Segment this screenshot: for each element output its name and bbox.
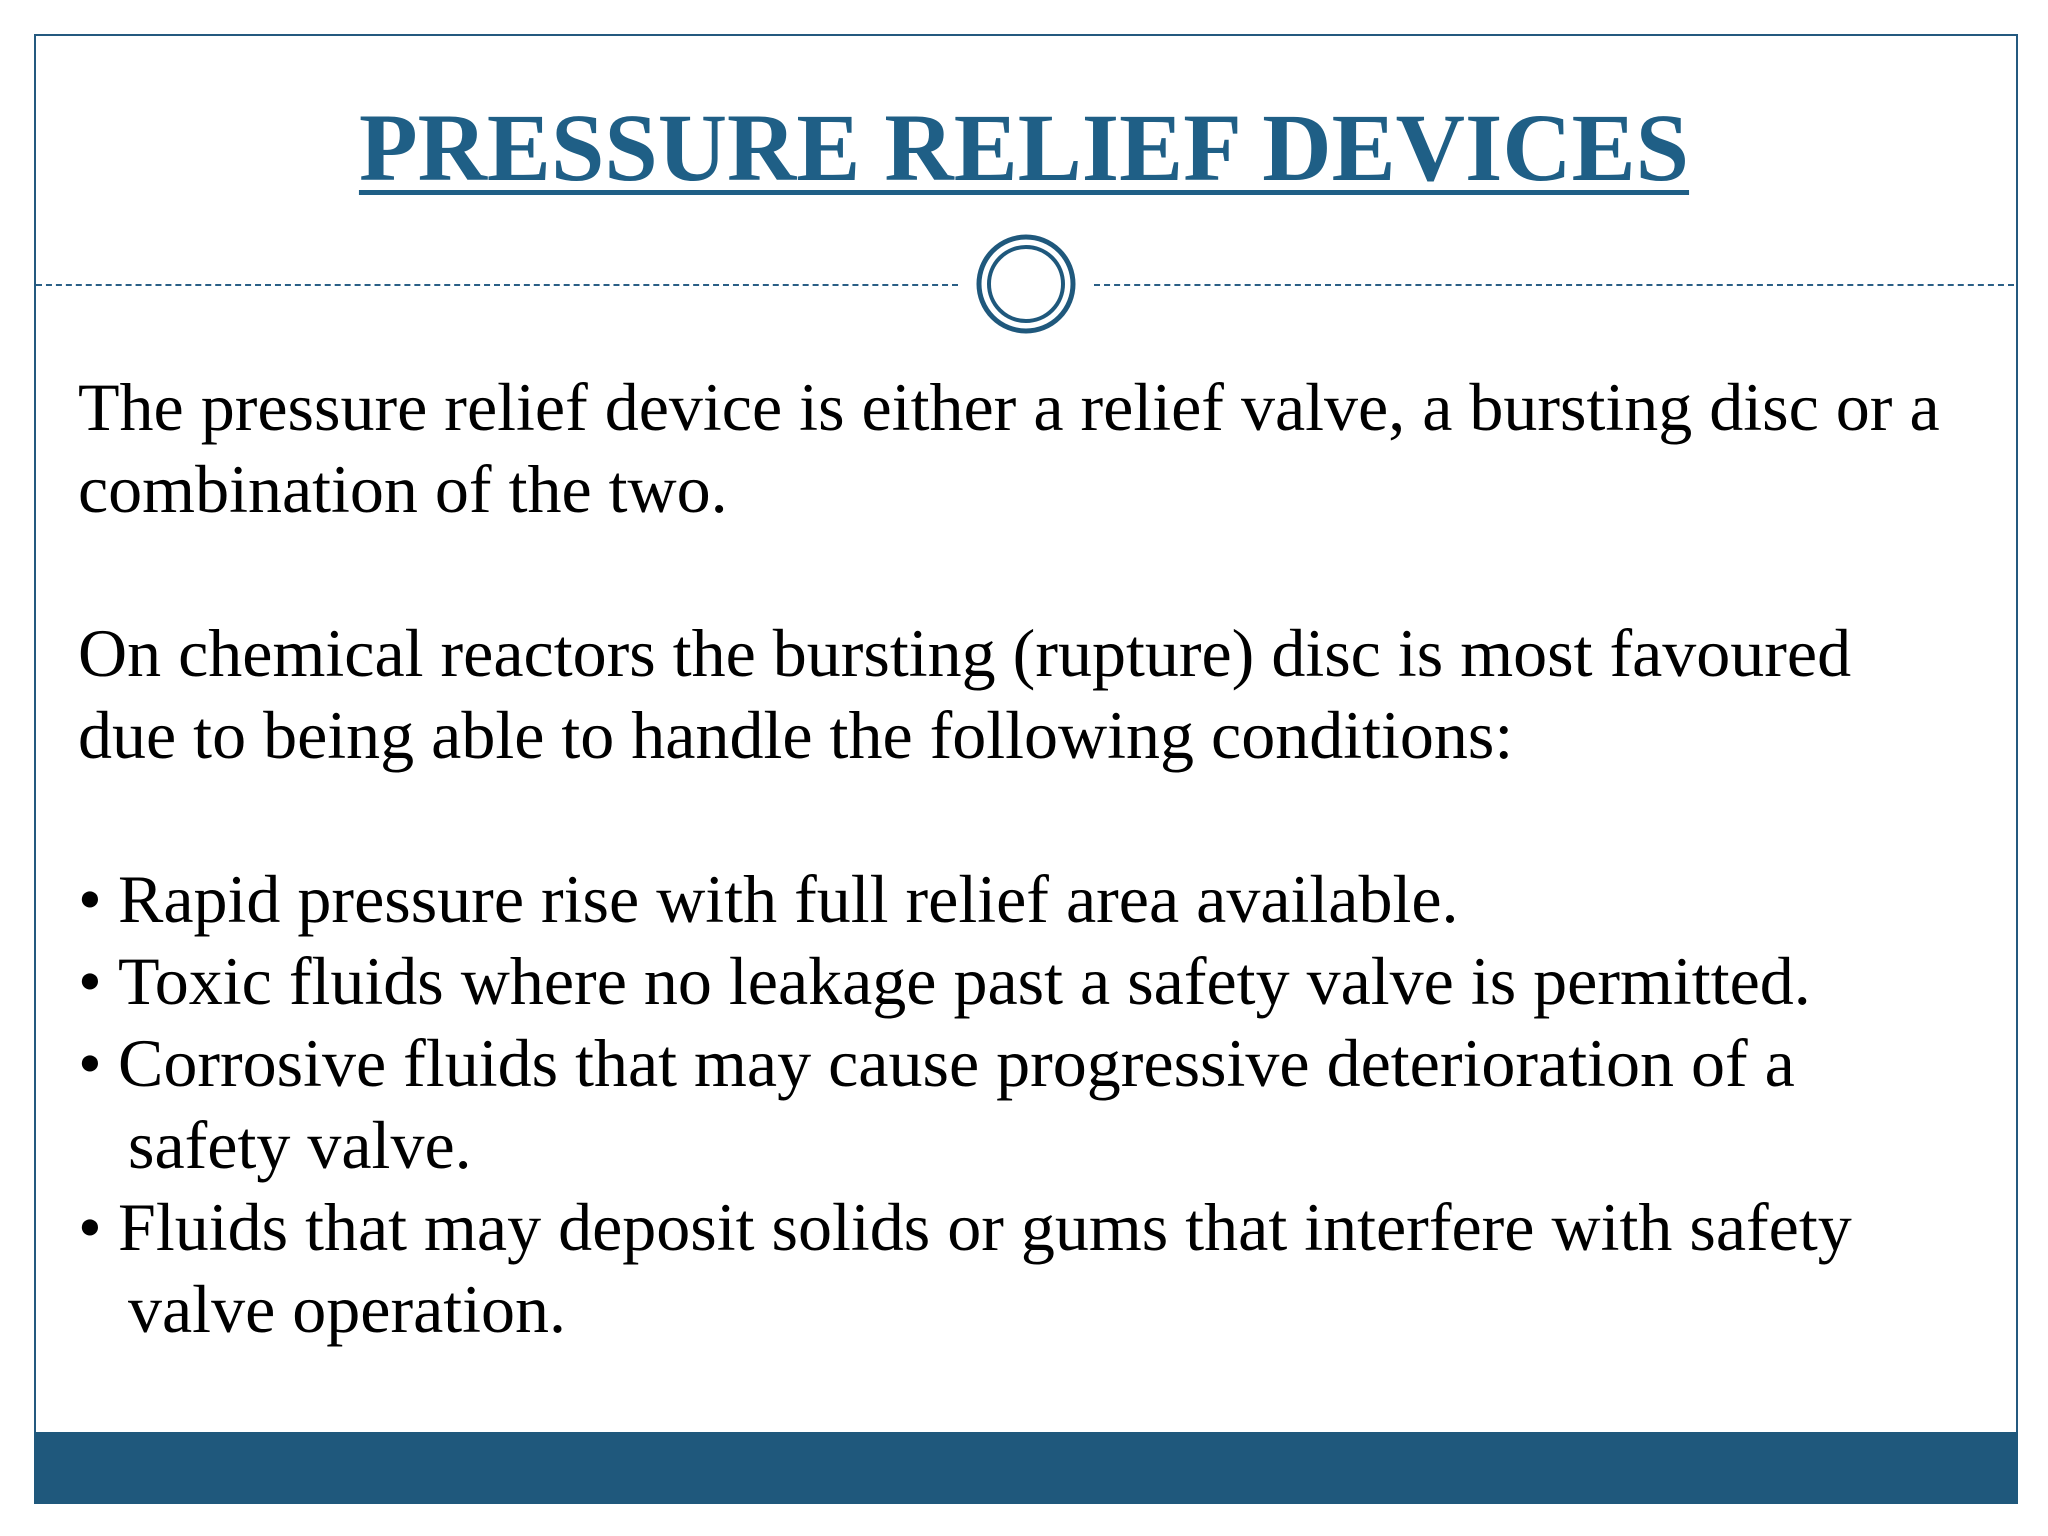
list-item-continuation: valve operation. — [128, 1271, 567, 1347]
list-item — [78, 1022, 1978, 1186]
slide-title: PRESSURE RELIEF DEVICES — [358, 94, 1690, 201]
bullet-icon: • — [78, 1189, 102, 1265]
paragraph-spacing — [78, 530, 1978, 612]
slide-body — [78, 366, 1978, 1350]
reactor-paragraph — [78, 612, 1978, 776]
intro-paragraph — [78, 366, 1978, 530]
list-item-text: Corrosive fluids that may cause progressive deterioration of a — [118, 1025, 1795, 1101]
reactor-paragraph-line: On chemical reactors the bursting (rupture) disc is most favoured — [78, 615, 1852, 691]
conditions-list — [78, 858, 1978, 1350]
footer-band — [34, 1432, 2018, 1504]
list-item — [78, 858, 1978, 940]
bullet-icon: • — [78, 861, 102, 937]
list-item — [78, 940, 1978, 1022]
bullet-icon: • — [78, 1025, 102, 1101]
bullet-icon: • — [78, 943, 102, 1019]
intro-paragraph-line: The pressure relief device is either a relief valve, a bursting disc or a — [78, 369, 1940, 445]
double-circle-icon — [974, 232, 1078, 336]
paragraph-spacing — [78, 776, 1978, 858]
list-item-text: Fluids that may deposit solids or gums that interfere with safety — [118, 1189, 1852, 1265]
reactor-paragraph-line: due to being able to handle the following conditions: — [78, 697, 1514, 773]
list-item — [78, 1186, 1978, 1350]
list-item-text: Toxic fluids where no leakage past a safety valve is permitted. — [118, 943, 1811, 1019]
list-item-text: Rapid pressure rise with full relief area available. — [118, 861, 1459, 937]
list-item-continuation: safety valve. — [128, 1107, 472, 1183]
dashed-divider-right — [1094, 284, 2014, 286]
intro-paragraph-line: combination of the two. — [78, 451, 728, 527]
dashed-divider-left — [36, 284, 958, 286]
